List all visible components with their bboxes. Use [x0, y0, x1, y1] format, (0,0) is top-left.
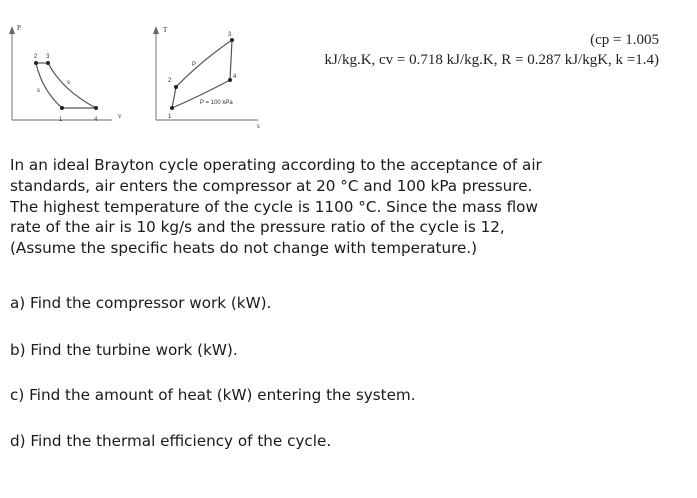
question-d: d) Find the thermal efficiency of the cycle.	[10, 432, 332, 450]
pv-y-label: P	[17, 24, 21, 32]
question-b: b) Find the turbine work (kW).	[10, 341, 238, 359]
pv-label-4: 4	[94, 117, 98, 123]
ts-label-4: 4	[233, 74, 237, 80]
question-a: a) Find the compressor work (kW).	[10, 294, 272, 312]
ts-process-1-2	[172, 87, 176, 108]
ts-point-4	[228, 78, 232, 82]
pv-label-2: 2	[34, 54, 38, 60]
ts-x-label: s	[257, 122, 260, 130]
question-c: c) Find the amount of heat (kW) entering the system.	[10, 386, 416, 404]
pv-process-1-2	[36, 63, 62, 108]
cycle-diagrams	[0, 0, 270, 130]
properties-line-2: kJ/kg.K, cv = 0.718 kJ/kg.K, R = 0.287 kJ/kgK, k =1.4)	[324, 52, 659, 68]
problem-statement: In an ideal Brayton cycle operating according to the acceptance of air standards, air enters the compressor at 20 °C and 100 kPa pressure. The highest temperature of the cycle is 1100 °C. Since the mass flow rate of the air is 10 kg/s and the pressure ratio of the cycle is 12, (Assume the specific heats do not change with temperature.)	[10, 156, 542, 258]
pv-label-1: 1	[59, 117, 63, 123]
ts-point-1	[170, 106, 174, 110]
pv-label-s-b: s	[37, 88, 40, 94]
ts-label-1: 1	[168, 114, 172, 120]
specific-heat-properties	[324, 30, 659, 70]
ts-process-2-3	[176, 40, 232, 87]
ts-point-2	[174, 85, 178, 89]
ts-diagram	[153, 26, 260, 130]
pv-point-2	[34, 61, 38, 65]
ts-y-label: T	[163, 26, 168, 34]
diagrams-svg	[0, 0, 270, 130]
ts-label-2: 2	[168, 78, 172, 84]
pv-diagram	[9, 24, 122, 123]
pv-point-1	[60, 106, 64, 110]
ts-pressure-label: P = 100 kPa	[200, 100, 233, 106]
pv-y-arrow-icon	[9, 26, 15, 34]
ts-label-p: P	[192, 62, 197, 68]
pv-point-4	[94, 106, 98, 110]
pv-x-label: v	[118, 112, 122, 120]
properties-line-1: (cp = 1.005	[590, 32, 659, 48]
ts-y-arrow-icon	[153, 26, 159, 34]
pv-point-3	[46, 61, 50, 65]
ts-point-3	[230, 38, 234, 42]
ts-label-3: 3	[228, 32, 232, 38]
ts-process-3-4	[230, 40, 232, 80]
pv-label-s-a: s	[67, 80, 70, 86]
pv-label-3: 3	[46, 54, 50, 60]
